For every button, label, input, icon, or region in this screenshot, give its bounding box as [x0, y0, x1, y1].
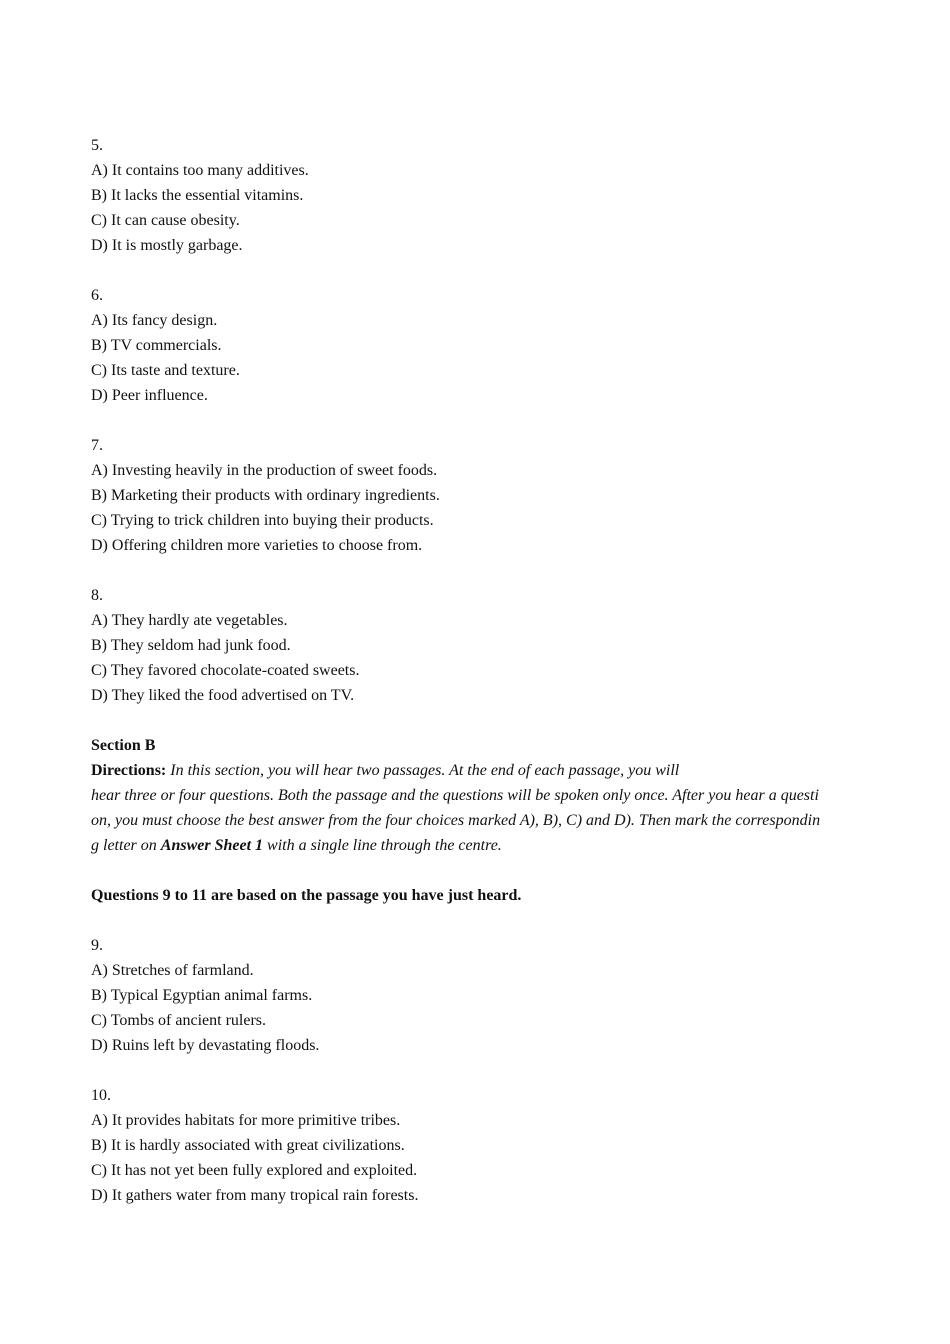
answer-option: A) They hardly ate vegetables. [91, 612, 288, 629]
answer-option: C) Its taste and texture. [91, 362, 240, 379]
answer-sheet-ref: Answer Sheet 1 [160, 837, 264, 854]
answer-option: C) Tombs of ancient rulers. [91, 1012, 266, 1029]
question-group-heading: Questions 9 to 11 are based on the passage you have just heard. [91, 887, 522, 904]
directions-line [91, 833, 866, 858]
answer-option: D) Ruins left by devastating floods. [91, 1037, 320, 1054]
answer-option: D) Peer influence. [91, 387, 208, 404]
spacer [91, 908, 866, 933]
directions [91, 758, 866, 858]
question-block [91, 133, 866, 258]
answer-option: A) Investing heavily in the production of sweet foods. [91, 462, 438, 479]
answer-option: D) Offering children more varieties to choose from. [91, 537, 423, 554]
answer-option: C) It can cause obesity. [91, 212, 240, 229]
answer-option: B) TV commercials. [91, 337, 222, 354]
answer-option: B) Marketing their products with ordinary ingredients. [91, 487, 440, 504]
answer-option: B) It is hardly associated with great civilizations. [91, 1137, 405, 1154]
answer-option: C) Trying to trick children into buying their products. [91, 512, 434, 529]
answer-option: B) It lacks the essential vitamins. [91, 187, 304, 204]
spacer [91, 858, 866, 883]
answer-option: A) Its fancy design. [91, 312, 218, 329]
answer-option: A) Stretches of farmland. [91, 962, 254, 979]
question-number: 9. [91, 937, 103, 954]
spacer [91, 1058, 866, 1083]
question-block [91, 583, 866, 708]
directions-line: hear three or four questions. Both the passage and the questions will be spoken only once. After you hear a questi [91, 787, 819, 804]
answer-option: D) They liked the food advertised on TV. [91, 687, 355, 704]
section-title: Section B [91, 737, 156, 754]
directions-text: with a single line through the centre. [263, 837, 502, 854]
answer-option: A) It provides habitats for more primitive tribes. [91, 1112, 401, 1129]
answer-option: A) It contains too many additives. [91, 162, 309, 179]
answer-option: B) Typical Egyptian animal farms. [91, 987, 313, 1004]
directions-text: g letter on [91, 837, 161, 854]
answer-option: D) It is mostly garbage. [91, 237, 243, 254]
directions-text: In this section, you will hear two passages. At the end of each passage, you will [166, 762, 680, 779]
spacer [91, 558, 866, 583]
answer-option: C) It has not yet been fully explored and exploited. [91, 1162, 418, 1179]
directions-label: Directions: [91, 762, 167, 779]
question-number: 8. [91, 587, 103, 604]
answer-option: D) It gathers water from many tropical rain forests. [91, 1187, 419, 1204]
spacer [91, 258, 866, 283]
question-block [91, 433, 866, 558]
answer-option: B) They seldom had junk food. [91, 637, 291, 654]
spacer [91, 408, 866, 433]
directions-line: on, you must choose the best answer from the four choices marked A), B), C) and D). Then mark the correspondin [91, 812, 821, 829]
directions-line [91, 758, 866, 783]
question-block [91, 1083, 866, 1208]
spacer [91, 708, 866, 733]
question-number: 6. [91, 287, 103, 304]
question-number: 5. [91, 137, 103, 154]
question-number: 7. [91, 437, 103, 454]
exam-page [91, 133, 866, 1208]
answer-option: C) They favored chocolate-coated sweets. [91, 662, 360, 679]
question-block [91, 283, 866, 408]
question-number: 10. [91, 1087, 111, 1104]
question-block [91, 933, 866, 1058]
